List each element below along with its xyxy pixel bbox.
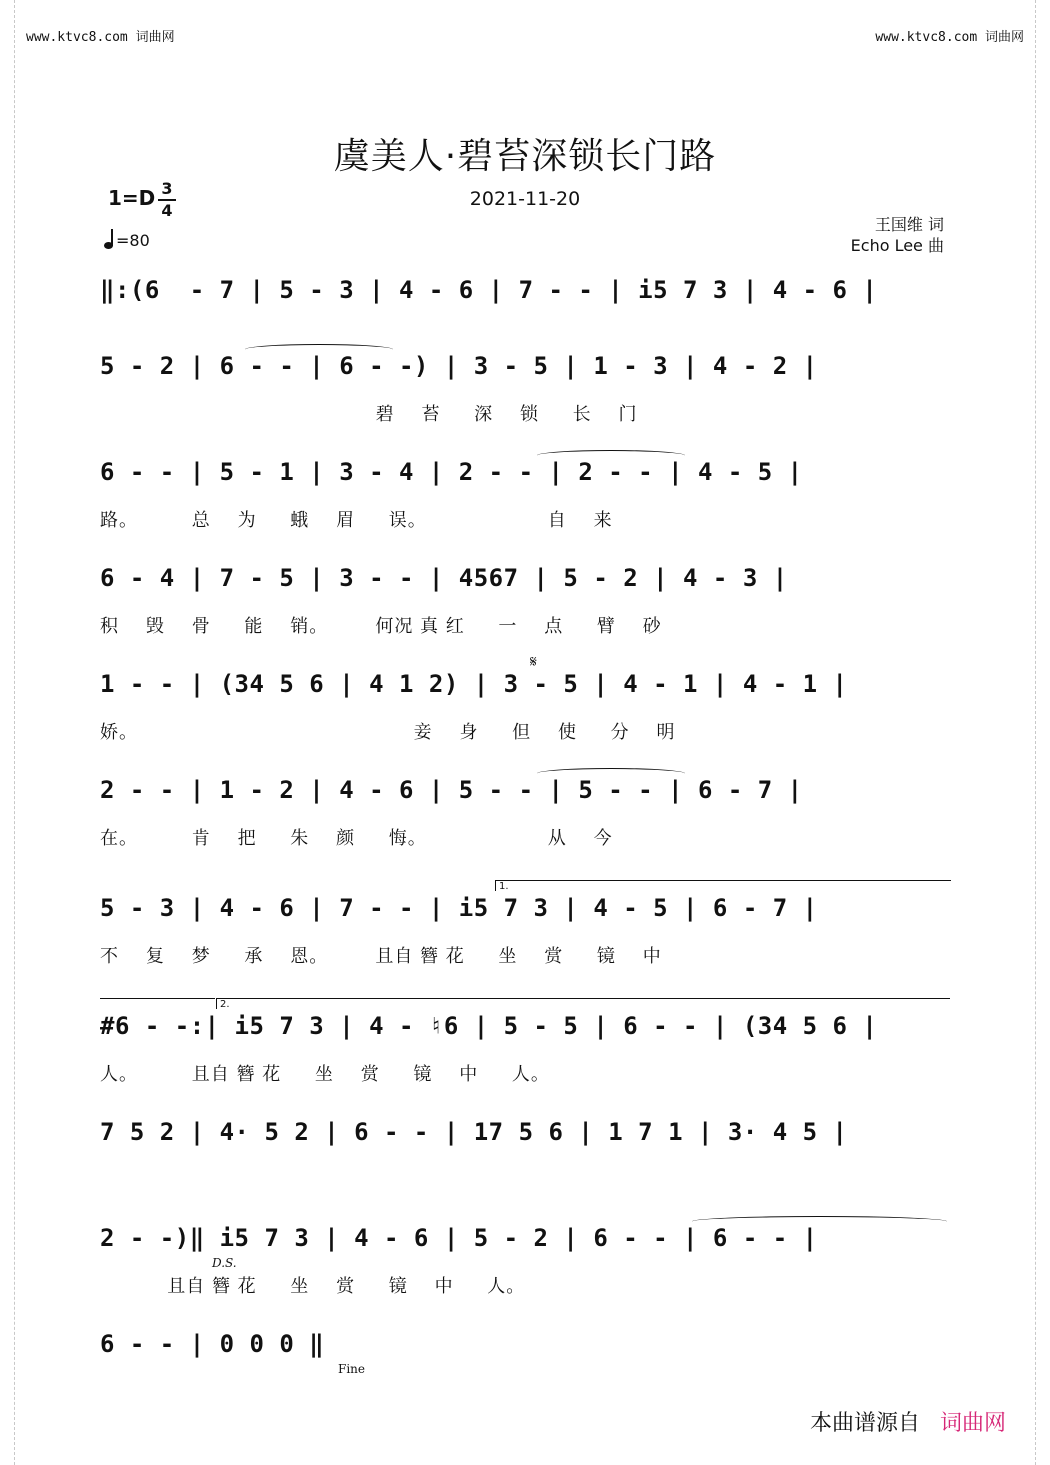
composer-credit: Echo Lee 曲 — [850, 236, 944, 255]
notation-line: ‖:(6 - 7 | 5 - 3 | 4 - 6 | 7 - - | i5 7 3 | 4 - 6 | — [100, 276, 878, 304]
score-line-7 — [100, 881, 952, 968]
lyric-line: 且自 簪 花 坐 赏 镜 中 人。 — [100, 1276, 526, 1297]
lyric-line: 在。 肯 把 朱 颜 悔。 从 今 — [100, 828, 613, 849]
lyric-line: 路。 总 为 蛾 眉 误。 自 来 — [100, 510, 613, 531]
lyric-line: 积 毁 骨 能 销。 何况 真 红 一 点 臂 砂 — [100, 616, 662, 637]
key-signature: 1=D — [108, 186, 156, 210]
notation-line: 5 - 3 | 4 - 6 | 7 - - | i5 7 3 | 4 - 5 | 6 - 7 | — [100, 894, 818, 922]
header-right-site[interactable]: www.ktvc8.com 词曲网 — [875, 30, 1024, 45]
header-left-site[interactable]: www.ktvc8.com 词曲网 — [26, 30, 175, 45]
tempo-value: =80 — [116, 231, 150, 250]
source-brand-link[interactable]: 词曲网 — [939, 1411, 1006, 1436]
first-ending-continuation — [100, 998, 215, 1009]
fine-mark: Fine — [338, 1362, 365, 1376]
notation-line: 6 - 4 | 7 - 5 | 3 - - | 4567 | 5 - 2 | 4 - 3 | — [100, 564, 788, 592]
notation-line: 5 - 2 | 6 - - | 6 - -) | 3 - 5 | 1 - 3 | 4 - 2 | — [100, 352, 818, 380]
score-line-6 — [100, 776, 952, 850]
second-ending-bracket: 2. — [216, 998, 950, 1009]
meter-top: 3 — [161, 179, 173, 198]
song-date: 2021-11-20 — [469, 188, 581, 210]
first-ending-bracket: 1. — [495, 880, 951, 891]
score-line-3 — [100, 458, 952, 532]
score-line-4 — [100, 564, 952, 638]
score-line-9 — [100, 1118, 952, 1158]
lyric-line: 人。 且自 簪 花 坐 赏 镜 中 人。 — [100, 1064, 550, 1085]
notation-line: 6 - - | 0 0 0 ‖ — [100, 1330, 325, 1358]
score-line-10 — [100, 1224, 952, 1298]
notation-line: 6 - - | 5 - 1 | 3 - 4 | 2 - - | 2 - - | 4 - 5 | — [100, 458, 803, 486]
score-line-8 — [100, 999, 952, 1086]
song-title: 虞美人·碧苔深锁长门路 — [333, 136, 717, 177]
notation-line: 7 5 2 | 4· 5 2 | 6 - - | 17 5 6 | 1 7 1 | 3· 4 5 | — [100, 1118, 848, 1146]
lyricist-credit: 王国维 词 — [874, 215, 944, 234]
tempo-marking — [104, 231, 150, 250]
score-line-5 — [100, 652, 952, 744]
quarter-note-icon — [104, 242, 113, 249]
source-label: 本曲谱源自 — [809, 1411, 920, 1436]
notation-line: 2 - - | 1 - 2 | 4 - 6 | 5 - - | 5 - - | 6 - 7 | — [100, 776, 803, 804]
right-margin-strip — [1035, 0, 1050, 1465]
score-line-2 — [100, 352, 952, 426]
lyric-line: 碧 苔 深 锁 长 门 — [100, 404, 638, 425]
left-margin-strip — [0, 0, 15, 1465]
lyric-line: 不 复 梦 承 恩。 且自 簪 花 坐 赏 镜 中 — [100, 946, 662, 967]
time-signature — [158, 180, 176, 220]
notation-line: #6 - -:| i5 7 3 | 4 - ♮6 | 5 - 5 | 6 - - | (34 5 6 | — [100, 1012, 878, 1040]
meter-bottom: 4 — [161, 201, 173, 220]
segno-sign: 𝄋 — [530, 652, 537, 671]
notation-line: 1 - - | (34 5 6 | 4 1 2) | 3 - 5 | 4 - 1 | 4 - 1 | — [100, 670, 848, 698]
source-credit — [810, 1406, 1006, 1437]
score-line-1 — [100, 276, 952, 316]
lyric-line: 娇。 妾 身 但 使 分 明 — [100, 722, 676, 743]
notation-line: 2 - -)‖ i5 7 3 | 4 - 6 | 5 - 2 | 6 - - | 6 - - | — [100, 1224, 818, 1252]
dal-segno-mark: D.S. — [212, 1256, 237, 1270]
score-line-11 — [100, 1330, 952, 1376]
